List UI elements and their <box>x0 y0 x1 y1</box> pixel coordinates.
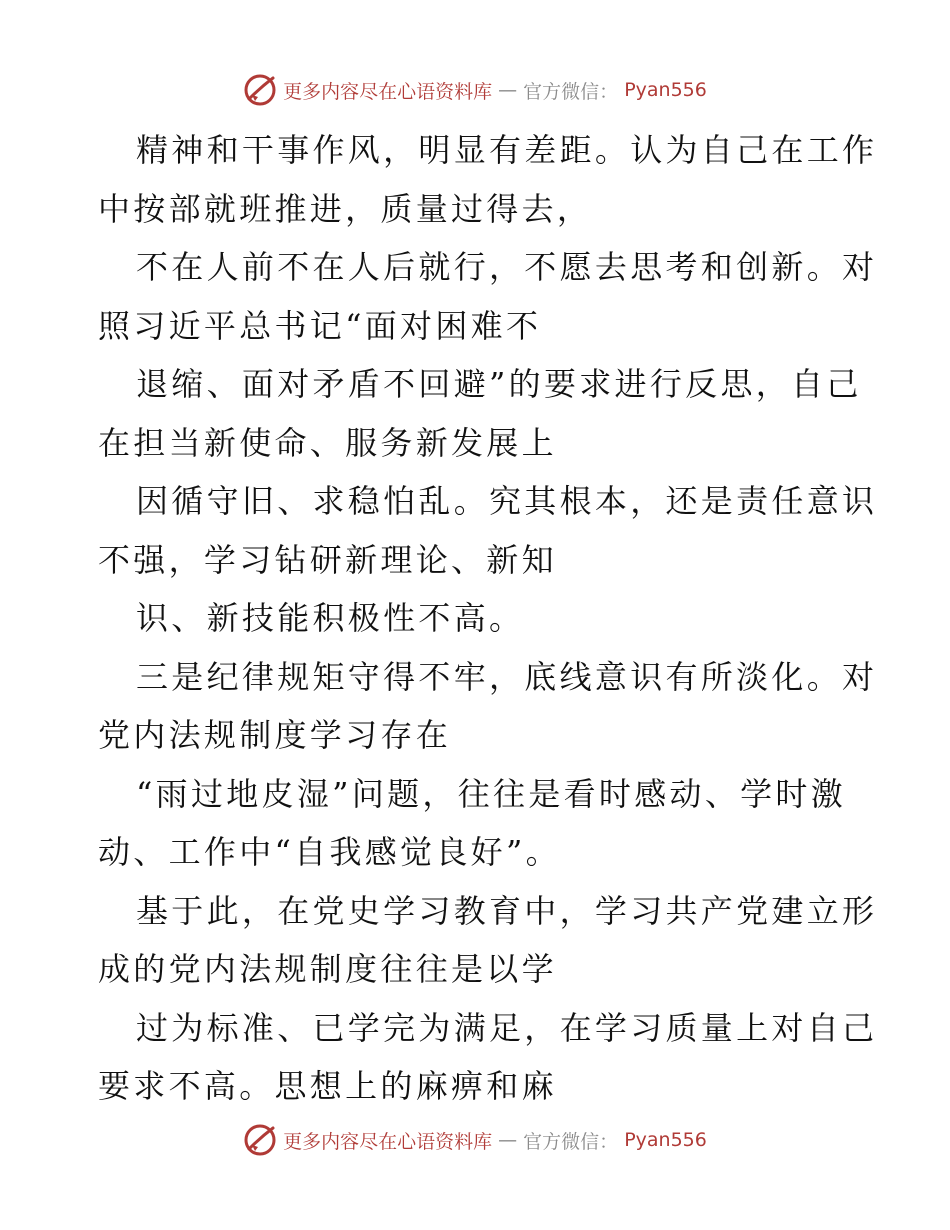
text-line: 动、工作中“自我感觉良好”。 <box>98 833 561 871</box>
header-watermark <box>0 70 950 110</box>
pen-logo-icon <box>243 73 277 107</box>
text-line: 过为标准、已学完为满足，在学习质量上对自己 <box>136 1008 878 1047</box>
watermark-wechat-id: Pyan556 <box>624 1129 707 1151</box>
paragraph <box>98 355 862 472</box>
text-line: 基于此，在党史学习教育中，学习共产党建立形 <box>136 891 878 930</box>
paragraph <box>98 999 878 1116</box>
watermark-text: 更多内容尽在心语资料库 <box>283 1130 493 1153</box>
watermark-dash: — <box>498 1129 518 1151</box>
text-line: 识、新技能积极性不高。 <box>136 599 525 637</box>
text-line: 不强，学习钻研新理论、新知 <box>98 540 557 579</box>
text-line: “雨过地皮湿”问题，往往是看时感动、学时激 <box>136 774 847 813</box>
text-line: 照习近平总书记“面对困难不 <box>98 306 542 345</box>
text-line: 精神和干事作风，明显有差距。认为自己在工作 <box>136 131 878 169</box>
text-line: 要求不高。思想上的麻痹和麻 <box>98 1067 557 1105</box>
paragraph <box>98 238 878 355</box>
watermark-wechat-label: 官方微信： <box>523 80 619 103</box>
text-line: 中按部就班推进，质量过得去， <box>98 189 593 228</box>
text-line: 因循守旧、求稳怕乱。究其根本，还是责任意识 <box>136 482 878 520</box>
text-line: 在担当新使命、服务新发展上 <box>98 423 557 462</box>
watermark-wechat-id: Pyan556 <box>624 79 707 101</box>
text-line: 退缩、面对矛盾不回避”的要求进行反思，自己 <box>136 365 862 403</box>
text-line: 党内法规制度学习存在 <box>98 716 452 754</box>
paragraph <box>98 882 878 999</box>
watermark-wechat-label: 官方微信： <box>523 1130 619 1153</box>
paragraph <box>98 121 878 238</box>
text-line: 成的党内法规制度往往是以学 <box>98 950 557 988</box>
paragraph <box>98 589 858 648</box>
document-body <box>98 121 878 1116</box>
watermark-dash: — <box>498 79 518 101</box>
text-line: 不在人前不在人后就行，不愿去思考和创新。对 <box>136 248 878 286</box>
footer-watermark <box>0 1120 950 1160</box>
text-line: 三是纪律规矩守得不牢，底线意识有所淡化。对 <box>136 657 878 696</box>
paragraph <box>98 472 878 589</box>
watermark-text: 更多内容尽在心语资料库 <box>283 80 493 103</box>
paragraph <box>98 765 858 882</box>
pen-logo-icon <box>243 1123 277 1157</box>
paragraph <box>98 648 878 765</box>
